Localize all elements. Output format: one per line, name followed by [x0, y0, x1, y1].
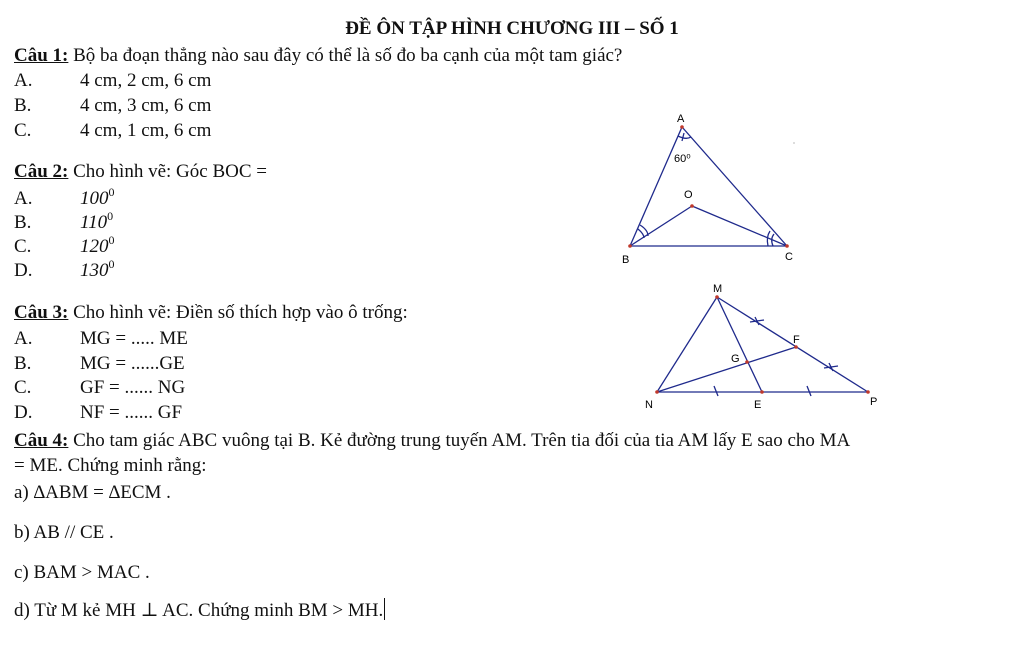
- point-b: [628, 244, 632, 248]
- stray-dot: [793, 142, 794, 143]
- option-text: MG = ......GE: [80, 353, 185, 374]
- question-2-text: Cho hình vẽ: Góc BOC =: [68, 161, 267, 182]
- angle-b-arc-1: [638, 229, 644, 238]
- question-1-label: Câu 1:: [14, 45, 69, 66]
- figure-triangle-mnp: [640, 280, 890, 420]
- page-title: ĐỀ ÔN TẬP HÌNH CHƯƠNG III – SỐ 1: [345, 18, 679, 39]
- figure-triangle-abc: [600, 100, 840, 280]
- option-value: 100: [80, 188, 109, 209]
- question-2-option-d: [14, 257, 115, 282]
- option-value: 120: [80, 236, 109, 257]
- segment-mn: [657, 297, 717, 392]
- question-4-part-a: a) ∆ABM = ∆ECM .: [14, 482, 171, 503]
- label-p: P: [870, 396, 878, 408]
- question-4-text-continued: = ME. Chứng minh rằng:: [14, 455, 207, 476]
- option-degree: 0: [108, 185, 115, 199]
- question-4-part-d: [14, 598, 385, 622]
- option-letter: B.: [14, 95, 32, 116]
- question-4-label: Câu 4:: [14, 430, 69, 451]
- option-degree: 0: [107, 209, 114, 223]
- angle-a-tick: [682, 133, 684, 141]
- label-c: C: [785, 251, 793, 263]
- point-m: [715, 295, 719, 299]
- angle-b-arc-2: [640, 225, 648, 236]
- option-letter: A.: [14, 188, 33, 209]
- option-value: 110: [80, 212, 108, 233]
- option-value: 130: [80, 260, 109, 281]
- point-g: [745, 360, 749, 364]
- option-letter: B.: [14, 212, 32, 233]
- option-degree: 0: [108, 233, 115, 247]
- option-letter: A.: [14, 70, 33, 91]
- question-3-option-c: [14, 377, 185, 399]
- option-degree: 0: [108, 257, 115, 271]
- question-3-label: Câu 3:: [14, 302, 69, 323]
- option-letter: C.: [14, 120, 32, 141]
- option-letter: B.: [14, 353, 32, 374]
- question-3-option-b: [14, 353, 185, 375]
- question-2: [14, 161, 267, 183]
- question-1-option-c: [14, 120, 211, 142]
- option-letter: A.: [14, 328, 33, 349]
- question-3-option-a: [14, 328, 188, 350]
- tick-ep: [807, 386, 811, 396]
- label-g: G: [731, 353, 740, 365]
- label-b: B: [622, 254, 630, 266]
- question-4-text: Cho tam giác ABC vuông tại B. Kẻ đường trung tuyến AM. Trên tia đối của tia AM lấy E sao cho MA: [73, 430, 851, 451]
- option-text: 4 cm, 3 cm, 6 cm: [80, 95, 212, 116]
- option-text: MG = ..... ME: [80, 328, 188, 349]
- question-1-text: Bộ ba đoạn thẳng nào sau đây có thể là số đo ba cạnh của một tam giác?: [73, 45, 623, 66]
- question-2-label: Câu 2:: [14, 161, 69, 182]
- point-a: [680, 125, 684, 129]
- question-2-option-b: [14, 209, 114, 234]
- option-text: 4 cm, 1 cm, 6 cm: [80, 120, 212, 141]
- point-p: [866, 390, 870, 394]
- option-text: GF = ...... NG: [80, 377, 186, 398]
- segment-oc: [692, 206, 787, 246]
- question-4-part-d-text: d) Từ M kẻ MH ⊥ AC. Chứng minh BM > MH.: [14, 600, 384, 621]
- question-1-option-b: [14, 95, 211, 117]
- label-o: O: [684, 189, 693, 201]
- question-4: [14, 430, 850, 452]
- label-m: M: [713, 283, 723, 295]
- option-letter: D.: [14, 260, 33, 281]
- text-cursor: [384, 598, 385, 620]
- question-4-part-c: c) BAM > MAC .: [14, 562, 150, 583]
- segment-ac: [682, 127, 787, 246]
- segment-ab: [630, 127, 682, 246]
- option-letter: D.: [14, 402, 33, 423]
- label-a: A: [677, 113, 685, 125]
- point-o: [690, 204, 694, 208]
- question-3-text: Cho hình vẽ: Điền số thích hợp vào ô trống:: [73, 302, 408, 323]
- question-3: [14, 302, 408, 324]
- question-4-part-b: b) AB // CE .: [14, 522, 114, 543]
- question-2-option-c: [14, 233, 115, 258]
- angle-a-label: 60⁰: [674, 153, 691, 165]
- option-text: 4 cm, 2 cm, 6 cm: [80, 70, 212, 91]
- label-n: N: [645, 399, 653, 411]
- tick-ne: [714, 386, 718, 396]
- option-text: NF = ...... GF: [80, 402, 183, 423]
- label-e: E: [754, 399, 762, 411]
- question-3-option-d: [14, 402, 182, 424]
- median-nf: [657, 347, 796, 392]
- angle-a-arc: [678, 136, 691, 138]
- option-letter: C.: [14, 377, 32, 398]
- point-e: [760, 390, 764, 394]
- label-f: F: [793, 334, 800, 346]
- question-2-option-a: [14, 185, 115, 210]
- point-n: [655, 390, 659, 394]
- point-c: [785, 244, 789, 248]
- question-1-option-a: [14, 70, 211, 92]
- question-1: [14, 45, 622, 67]
- option-letter: C.: [14, 236, 32, 257]
